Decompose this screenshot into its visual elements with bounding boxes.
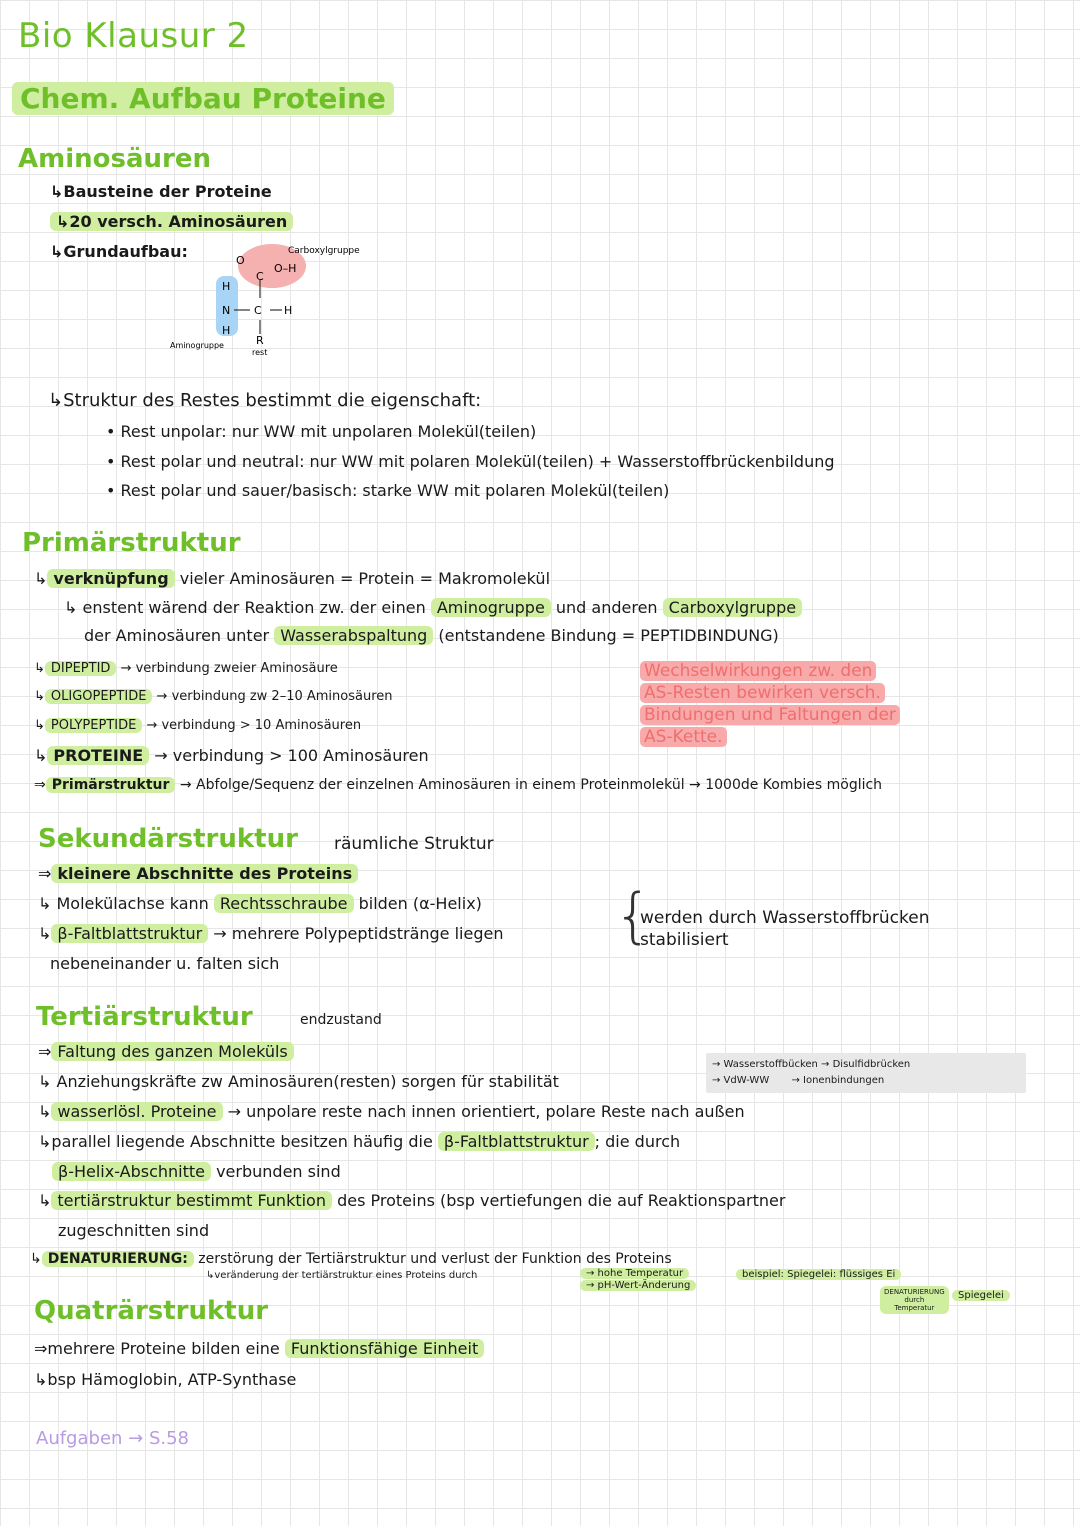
- note-spiegelei: Spiegelei: [952, 1290, 1010, 1301]
- heading-sekundaerstruktur: Sekundärstruktur: [38, 824, 298, 854]
- line-primaerstruktur-summary: ⇒ Primärstruktur → Abfolge/Sequenz der einzelnen Aminosäuren in einem Proteinmolekül → 1000de Kombies möglich: [34, 777, 883, 793]
- section-heading-chem-aufbau: Chem. Aufbau Proteine: [12, 82, 394, 115]
- bullet-rest-unpolar: • Rest unpolar: nur WW mit unpolaren Molekül(teilen): [106, 422, 537, 441]
- carboxyl-label: Carboxylgruppe: [288, 246, 360, 256]
- line-parallel: ↳parallel liegende Abschnitte besitzen häufig die β-Faltblattstruktur ; die durch: [38, 1132, 681, 1151]
- carbon-alpha: C: [254, 304, 262, 317]
- heading-primaerstruktur: Primärstruktur: [22, 528, 241, 558]
- line-zugeschnitten: zugeschnitten sind: [58, 1221, 210, 1240]
- hydrogen-amino-2: H: [222, 324, 231, 337]
- line-rechtsschraube: ↳ Molekülachse kann Rechtsschraube bilden (α-Helix): [38, 894, 482, 913]
- line-nebeneinander: nebeneinander u. falten sich: [50, 954, 280, 973]
- line-oligopeptide: ↳ OLIGOPEPTIDE → verbindung zw 2–10 Aminosäuren: [34, 689, 393, 704]
- bullet-rest-polar-sauer: • Rest polar und sauer/basisch: starke WW mit polaren Molekül(teilen): [106, 481, 670, 500]
- line-20-aminosaeuren: ↳20 versch. Aminosäuren: [50, 212, 293, 231]
- amino-acid-structure-diagram: [160, 240, 400, 360]
- hydroxyl: O–H: [274, 262, 297, 275]
- line-wasserabspaltung: der Aminosäuren unter Wasserabspaltung (entstandene Bindung = PEPTIDBINDUNG): [84, 626, 779, 645]
- line-faltung: ⇒ Faltung des ganzen Moleküls: [38, 1042, 294, 1061]
- note-wechselwirkungen: Wechselwirkungen zw. den AS-Resten bewirken versch. Bindungen und Faltungen der AS-Kette.: [640, 660, 900, 748]
- line-faltblatt: ↳ β-Faltblattstruktur → mehrere Polypeptidstränge liegen: [38, 924, 504, 943]
- box-bindungsarten: [706, 1053, 1026, 1093]
- line-verknuepfung: ↳ verknüpfung vieler Aminosäuren = Protein = Makromolekül: [34, 569, 551, 588]
- line-kleinere-abschnitte: ⇒ kleinere Abschnitte des Proteins: [38, 864, 358, 883]
- carbon-carboxyl: C: [256, 270, 264, 283]
- line-entsteht: ↳ enstent wärend der Reaktion zw. der einen Aminogruppe und anderen Carboxylgruppe: [64, 598, 802, 617]
- note-stabilisiert: stabilisiert: [640, 930, 729, 950]
- tag-denaturierung-temperatur: DENATURIERUNG durch Temperatur: [880, 1286, 949, 1314]
- note-endzustand: endzustand: [300, 1012, 382, 1028]
- line-struktur-restes: ↳Struktur des Restes bestimmt die eigenschaft:: [48, 390, 482, 411]
- heading-tertiaerstruktur: Tertiärstruktur: [36, 1002, 253, 1032]
- heading-quartaerstruktur: Quaträrstruktur: [34, 1296, 269, 1326]
- line-dipeptid: ↳ DIPEPTID → verbindung zweier Aminosäure: [34, 661, 338, 676]
- denaturierung-ursachen: → hohe Temperatur → pH-Wert-Änderung: [580, 1268, 696, 1292]
- note-wasserstoffbruecken: werden durch Wasserstoffbrücken: [640, 908, 930, 928]
- link-aufgaben[interactable]: Aufgaben → S.58: [36, 1428, 189, 1449]
- line-bausteine: ↳Bausteine der Proteine: [50, 182, 272, 201]
- line-mehrere-proteine: ⇒mehrere Proteine bilden eine Funktionsfähige Einheit: [34, 1339, 484, 1358]
- line-grundaufbau: ↳Grundaufbau:: [50, 242, 188, 261]
- rest-r: R: [256, 334, 264, 347]
- nitrogen: N: [222, 304, 231, 317]
- line-haemoglobin: ↳bsp Hämoglobin, ATP-Synthase: [34, 1370, 297, 1389]
- line-denaturierung-sub: ↳veränderung der tertiärstruktur eines Proteins durch: [206, 1270, 478, 1281]
- line-polypeptide: ↳ POLYPEPTIDE → verbindung > 10 Aminosäuren: [34, 718, 362, 733]
- amino-label: Aminogruppe: [170, 341, 224, 350]
- hydrogen-alpha: H: [284, 304, 293, 317]
- line-anziehungskraefte: ↳ Anziehungskräfte zw Aminosäuren(resten) sorgen für stabilität: [38, 1072, 559, 1091]
- heading-aminosaeuren: Aminosäuren: [18, 144, 211, 174]
- line-wasserloesl: ↳ wasserlösl. Proteine → unpolare reste nach innen orientiert, polare Reste nach außen: [38, 1102, 745, 1121]
- page-title: Bio Klausur 2: [18, 16, 249, 56]
- line-proteine: ↳ PROTEINE → verbindung > 100 Aminosäuren: [34, 746, 429, 765]
- rest-label: rest: [252, 348, 268, 357]
- hydrogen-amino-1: H: [222, 280, 231, 293]
- line-denaturierung: ↳ DENATURIERUNG: zerstörung der Tertiärstruktur und verlust der Funktion des Proteins: [30, 1251, 672, 1267]
- brace: {: [614, 881, 653, 951]
- box-line-2: → VdW-WW → Ionenbindungen: [712, 1075, 885, 1086]
- line-funktion: ↳ tertiärstruktur bestimmt Funktion des Proteins (bsp vertiefungen die auf Reaktionspartner: [38, 1191, 786, 1210]
- note-raeumliche-struktur: räumliche Struktur: [334, 834, 494, 854]
- denaturierung-beispiel: beispiel: Spiegelei: flüssiges Ei: [736, 1269, 901, 1280]
- line-helix-abschnitte: β-Helix-Abschnitte verbunden sind: [52, 1162, 341, 1181]
- box-line-1: → Wasserstoffbücken → Disulfidbrücken: [712, 1059, 911, 1070]
- bullet-rest-polar-neutral: • Rest polar und neutral: nur WW mit polaren Molekül(teilen) + Wasserstoffbrückenbildung: [106, 452, 835, 471]
- oxygen-top: O: [236, 254, 245, 267]
